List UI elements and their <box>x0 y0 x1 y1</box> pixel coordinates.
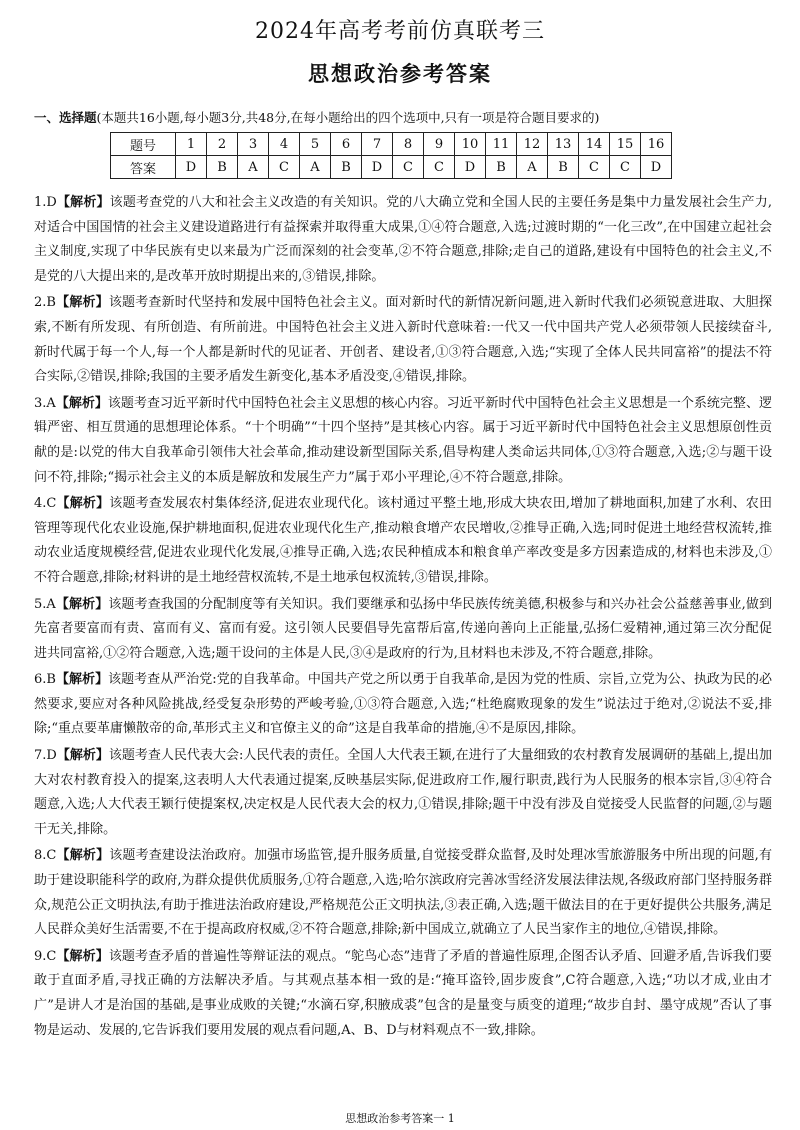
answer-cell: C <box>393 156 424 179</box>
answer-cell: C <box>579 156 610 179</box>
question-number-cell: 12 <box>517 133 548 156</box>
explanation-item <box>34 744 772 842</box>
explanation-item <box>34 191 772 289</box>
analysis-tag: 【解析】 <box>56 195 110 210</box>
item-text: 该题考查我国的分配制度等有关知识。我们要继承和弘扬中华民族传统美德,积极参与和兴办社会公益慈善事业,做到先富者要富而有责、富而有义、富而有爱。这引领人民要倡导先富帮后富,传递向善向上正能量,弘扬仁爱精神,通过第三次分配促进共同富裕,①②符合题意,入选;题干设问的主体是人民,③④是政府的行为,且材料也未涉及,不符合题意,排除。 <box>34 596 772 661</box>
answer-cell: C <box>610 156 641 179</box>
question-number-cell: 8 <box>393 133 424 156</box>
analysis-tag: 【解析】 <box>55 672 109 688</box>
item-text: 该题考查矛盾的普遍性等辩证法的观点。“鸵鸟心态”违背了矛盾的普遍性原理,企图否认矛盾、回避矛盾,告诉我们要敢于直面矛盾,寻找正确的方法解决矛盾。与其观点基本相一致的是:“掩耳盗铃,固步废食”,C符合题意,入选;“功以才成,业由才广”是讲人才是治国的基础,是事业成败的关键;“水滴石穿,积腋成裘”包含的是量变与质变的道理;“故步自封、墨守成规”否认了事物是运动、发展的,它告诉我们要用发展的观点看问题,A、B、D与材料观点不一致,排除。 <box>34 948 772 1038</box>
explanation-item <box>34 945 772 1043</box>
answer-row <box>111 156 672 179</box>
item-number: 3.A <box>34 395 56 411</box>
item-text: 该题考查人民代表大会:人民代表的责任。全国人大代表王颖,在进行了大量细致的农村教育发展调研的基础上,提出加大对农村教育投入的提案,这表明人大代表通过提案,反映基层实际,促进政府工作,履行职责,践行为人民服务的根本宗旨,③④符合题意,入选;人大代表王颖行使提案权,决定权是人民代表大会的权力,①错误,排除;题干中没有涉及自觉接受人民监督的问题,②与题干无关,排除。 <box>34 748 772 837</box>
answer-cell: B <box>207 156 238 179</box>
answer-cell: C <box>424 156 455 179</box>
answer-cell: D <box>362 156 393 179</box>
item-text: 该题考查党的八大和社会主义改造的有关知识。党的八大确立党和全国人民的主要任务是集中力量发展社会生产力,对适合中国国情的社会主义建设道路进行有益探索并取得重大成果,①④符合题意,入选;过渡时期的“一化三改”,在中国建立起社会主义制度,实现了中华民族有史以来最为广泛而深刻的社会变革,②不符合题意,排除;走自己的道路,建设有中国特色的社会主义,不是党的八大提出来的,是改革开放时期提出来的,③错误,排除。 <box>34 195 772 284</box>
question-number-cell: 11 <box>486 133 517 156</box>
item-text: 该题考查从严治党:党的自我革命。中国共产党之所以勇于自我革命,是因为党的性质、宗旨,立党为公、执政为民的必然要求,要应对各种风险挑战,经受复杂形势的严峻考验,①③符合题意,入选;“杜绝腐败现象的发生”说法过于绝对,②说法不妥,排除;“重点要革庸懒散帝的命,革形式主义和官僚主义的命”这是自我革命的措施,④不是原因,排除。 <box>34 672 772 737</box>
question-number-cell: 13 <box>548 133 579 156</box>
question-number-cell: 15 <box>610 133 641 156</box>
answer-cell: A <box>300 156 331 179</box>
question-number-cell: 4 <box>269 133 300 156</box>
explanation-item <box>34 291 772 389</box>
section-heading <box>34 108 774 126</box>
row-label-number: 题号 <box>111 133 176 156</box>
question-number-cell: 16 <box>641 133 672 156</box>
exam-title: 2024年高考考前仿真联考三 <box>255 19 545 44</box>
analysis-tag: 【解析】 <box>56 848 110 864</box>
item-text: 该题考查习近平新时代中国特色社会主义思想的核心内容。习近平新时代中国特色社会主义思想是一个系统完整、逻辑严密、相互贯通的思想理论体系。“十个明确”“十四个坚持”是其核心内容。属于习近平新时代中国特色社会主义思想原创性贡献的是:以党的伟大自我革命引领伟大社会革命,推动建设新型国际关系,倡导构建人类命运共同体,①③符合题意,入选;②与题干设问不符,排除;“揭示社会主义的本质是解放和发展生产力”属于邓小平理论,④不符合题意,排除。 <box>34 395 772 485</box>
item-text: 该题考查建设法治政府。加强市场监管,提升服务质量,自觉接受群众监督,及时处理冰雪旅游服务中所出现的问题,有助于建设职能科学的政府,为群众提供优质服务,①符合题意,入选;哈尔滨政府完善冰雪经济发展法律法规,各级政府部门坚持服务群众,规范公正文明执法,有助于推进法治政府建设,严格规范公正文明执法,③表正确,入选;题干做法目的在于更好提供公共服务,满足人民群众美好生活需要,不在于提高政府权威,②不符合题意,排除;新中国成立,就确立了人民当家作主的地位,④错误,排除。 <box>34 848 772 938</box>
page-footer: 思想政治参考答案一 1 <box>345 1112 455 1125</box>
analysis-tag: 【解析】 <box>55 295 109 311</box>
item-number: 7.D <box>34 748 57 764</box>
question-number-cell: 10 <box>455 133 486 156</box>
answer-cell: C <box>269 156 300 179</box>
answer-cell: D <box>176 156 207 179</box>
question-number-cell: 1 <box>176 133 207 156</box>
analysis-tag: 【解析】 <box>55 395 108 411</box>
analysis-tag: 【解析】 <box>55 596 109 612</box>
question-number-cell: 6 <box>331 133 362 156</box>
item-number: 9.C <box>34 948 57 964</box>
answer-subtitle: 思想政治参考答案 <box>308 62 492 86</box>
analysis-tag: 【解析】 <box>56 748 109 764</box>
item-number: 1.D <box>34 195 57 210</box>
analysis-tag: 【解析】 <box>56 496 110 512</box>
answer-cell: A <box>238 156 269 179</box>
item-number: 2.B <box>34 295 56 311</box>
answer-cell: B <box>331 156 362 179</box>
question-number-cell: 7 <box>362 133 393 156</box>
question-number-cell: 5 <box>300 133 331 156</box>
question-number-cell: 3 <box>238 133 269 156</box>
question-number-cell: 2 <box>207 133 238 156</box>
answer-cell: D <box>455 156 486 179</box>
explanation-item <box>34 668 772 742</box>
question-number-cell: 9 <box>424 133 455 156</box>
item-number: 5.A <box>34 596 56 612</box>
answer-cell: B <box>486 156 517 179</box>
analysis-tag: 【解析】 <box>56 948 109 964</box>
explanation-item <box>34 844 772 942</box>
answer-cell: D <box>641 156 672 179</box>
question-number-cell: 14 <box>579 133 610 156</box>
explanation-item <box>34 392 772 490</box>
item-number: 6.B <box>34 672 56 688</box>
item-text: 该题考查新时代坚持和发展中国特色社会主义。面对新时代的新情况新问题,进入新时代我们必须锐意进取、大胆探索,不断有所发现、有所创造、有所前进。中国特色社会主义进入新时代意味着:一代又一代中国共产党人必须带领人民接续奋斗,新时代属于每一个人,每一个人都是新时代的见证者、开创者、建设者,①③符合题意,入选;“实现了全体人民共同富裕”的提法不符合实际,②错误,排除;我国的主要矛盾发生新变化,基本矛盾没变,④错误,排除。 <box>34 295 772 385</box>
item-text: 该题考查发展农村集体经济,促进农业现代化。该村通过平整土地,形成大块农田,增加了耕地面积,加建了水利、农田管理等现代化农业设施,保护耕地面积,促进农业现代化生产,推动粮食增产农民增收,②推导正确,入选;同时促进土地经营权流转,推动农业适度规模经营,促进农业现代化发展,④推导正确,入选;农民种植成本和粮食单产率改变是多方因素造成的,材料也未涉及,①不符合题意,排除;材料讲的是土地经营权流转,不是土地承包权流转,③错误,排除。 <box>34 496 772 585</box>
answer-table <box>110 132 672 179</box>
item-number: 8.C <box>34 848 57 864</box>
explanation-item <box>34 492 772 590</box>
row-label-answer: 答案 <box>111 156 176 179</box>
item-number: 4.C <box>34 496 57 512</box>
answer-cell: B <box>548 156 579 179</box>
question-number-row <box>111 133 672 156</box>
section-label: 一、选择题 <box>34 110 97 125</box>
explanations <box>34 191 772 1045</box>
section-note: (本题共16小题,每小题3分,共48分,在每小题给出的四个选项中,只有一项是符合题目要求的) <box>96 110 600 125</box>
explanation-item <box>34 593 772 667</box>
answer-cell: A <box>517 156 548 179</box>
